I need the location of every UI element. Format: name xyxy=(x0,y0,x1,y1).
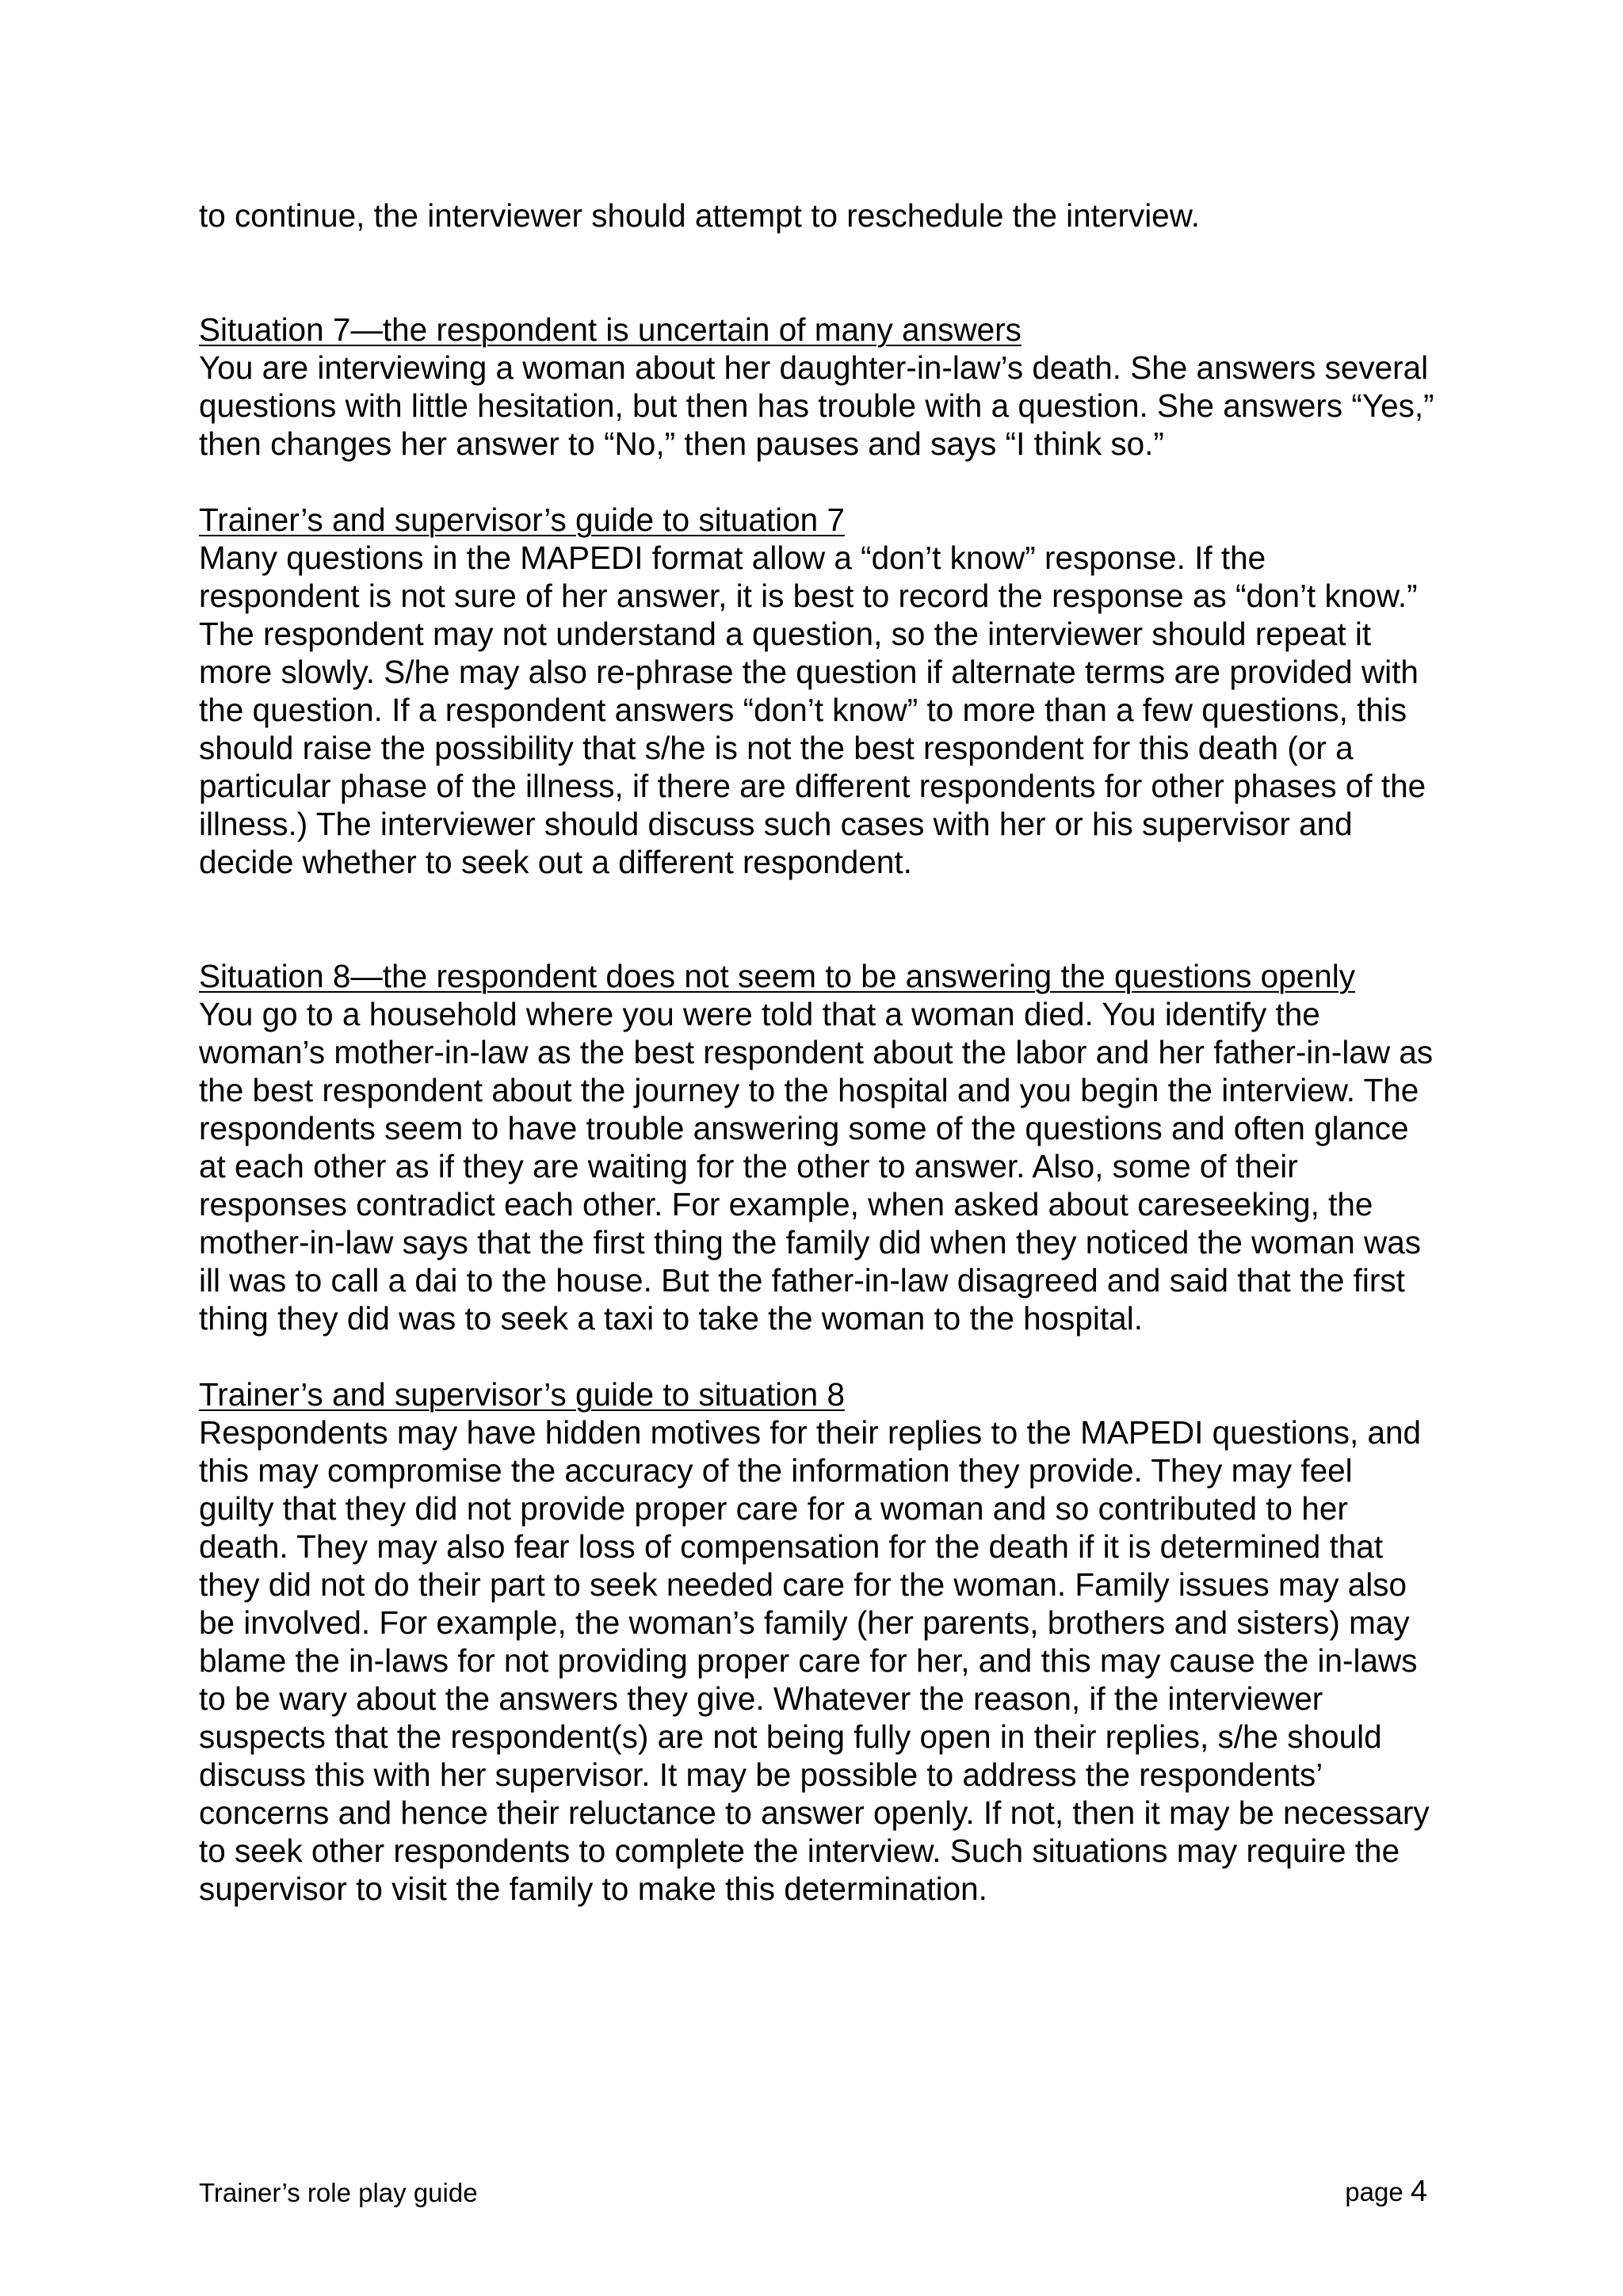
footer-title: Trainer’s role play guide xyxy=(199,2178,478,2207)
spacer xyxy=(199,881,1435,957)
section-heading: Trainer’s and supervisor’s guide to situation 8 xyxy=(199,1376,845,1413)
intro-line: to continue, the interviewer should attempt to reschedule the interview. xyxy=(199,197,1200,234)
section-situation-7 xyxy=(199,311,1435,463)
section-heading: Situation 8—the respondent does not seem to be answering the questions openly xyxy=(199,958,1355,994)
section-body: Respondents may have hidden motives for their replies to the MAPEDI questions, and this may compromise the accuracy of the information they provide. They may feel guilty that they did not provide proper care for a woman and so contributed to her death. They may also fear loss of compensation for the death if it is determined that they did not do their part to seek needed care for the woman. Family issues may also be involved. For example, the woman’s family (her parents, brothers and sisters) may blame the in-laws for not providing proper care for her, and this may cause the in-laws to be wary about the answers they give. Whatever the reason, if the interviewer suspects that the respondent(s) are not being fully open in their replies, s/he should discuss this with her supervisor. It may be possible to address the respondents’ concerns and hence their reluctance to answer openly. If not, then it may be necessary to seek other respondents to complete the interview. Such situations may require the supervisor to visit the family to make this determination. xyxy=(199,1414,1430,1907)
section-guide-8 xyxy=(199,1375,1435,1908)
section-body: Many questions in the MAPEDI format allow a “don’t know” response. If the respondent is not sure of her answer, it is best to record the response as “don’t know.” The respondent may not understand a question, so the interviewer should repeat it more slowly. S/he may also re-phrase the question if alternate terms are provided with the question. If a respondent answers “don’t know” to more than a few questions, this should raise the possibility that s/he is not the best respondent for this death (or a particular phase of the illness, if there are different respondents for other phases of the illness.) The interviewer should discuss such cases with her or his supervisor and decide whether to seek out a different respondent. xyxy=(199,540,1426,880)
spacer xyxy=(199,1337,1435,1375)
page-number: 4 xyxy=(1410,2175,1427,2208)
spacer xyxy=(199,235,1435,311)
page-label: page xyxy=(1345,2177,1403,2206)
section-body: You go to a household where you were told that a woman died. You identify the woman’s mother-in-law as the best respondent about the labor and her father-in-law as the best respondent about the journey to the hospital and you begin the interview. The respondents seem to have trouble answering some of the questions and often glance at each other as if they are waiting for the other to answer. Also, some of their responses contradict each other. For example, when asked about careseeking, the mother-in-law says that the first thing the family did when they noticed the woman was ill was to call a dai to the house. But the father-in-law disagreed and said that the first thing they did was to seek a taxi to take the woman to the hospital. xyxy=(199,996,1434,1337)
section-situation-8 xyxy=(199,957,1435,1337)
section-heading: Trainer’s and supervisor’s guide to situation 7 xyxy=(199,502,845,538)
section-body: You are interviewing a woman about her daughter-in-law’s death. She answers several questions with little hesitation, but then has trouble with a question. She answers “Yes,” then changes her answer to “No,” then pauses and says “I think so.” xyxy=(199,349,1434,462)
section-guide-7 xyxy=(199,501,1435,881)
footer-page-number xyxy=(1345,2176,1427,2208)
document-body xyxy=(199,196,1435,1908)
spacer xyxy=(199,463,1435,501)
section-heading: Situation 7—the respondent is uncertain of many answers xyxy=(199,311,1022,348)
